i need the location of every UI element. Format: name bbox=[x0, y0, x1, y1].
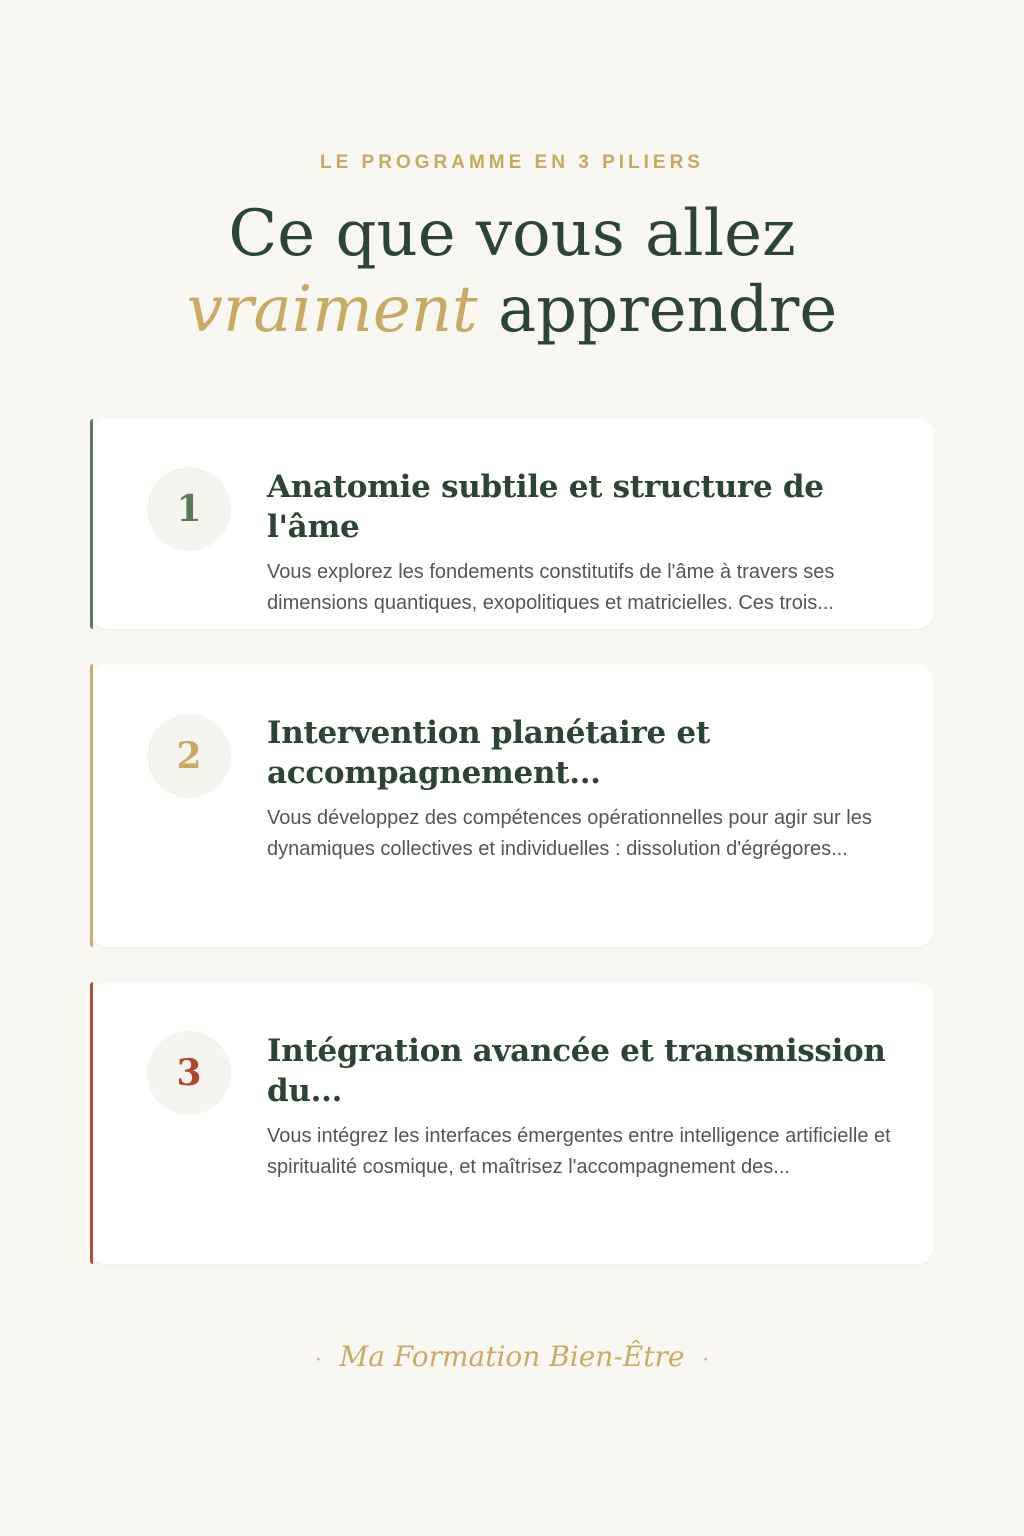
pillar-title: Anatomie subtile et structure de l'âme bbox=[267, 469, 824, 545]
brand-name: Ma Formation Bien-Être bbox=[339, 1340, 685, 1373]
pillar-content bbox=[267, 713, 894, 865]
pillar-description: Vous développez des compétences opérationnelles pour agir sur les dynamiques collectives et individuelles : dissolution d'égrégores... bbox=[267, 807, 872, 860]
headline-line-1: Ce que vous allez bbox=[228, 197, 796, 271]
pillar-content bbox=[267, 1031, 894, 1183]
headline-accent: vraiment bbox=[186, 273, 478, 347]
pillar-content bbox=[267, 467, 894, 619]
separator-dot-right: · bbox=[702, 1346, 709, 1371]
headline-line-2: apprendre bbox=[498, 273, 838, 347]
pillar-number-badge: 1 bbox=[147, 467, 231, 551]
pillar-card-1 bbox=[90, 419, 934, 629]
pillar-description: Vous explorez les fondements constitutifs de l'âme à travers ses dimensions quantiques, exopolitiques et matricielles. Ces trois... bbox=[267, 561, 835, 614]
pillar-number-badge: 2 bbox=[147, 714, 231, 798]
section-eyebrow: LE PROGRAMME EN 3 PILIERS bbox=[320, 152, 704, 173]
pillar-title: Intégration avancée et transmission du... bbox=[267, 1033, 886, 1109]
section-headline bbox=[0, 196, 1024, 348]
pillar-number-badge: 3 bbox=[147, 1031, 231, 1115]
pillar-card-2 bbox=[90, 664, 934, 947]
brand-signature bbox=[0, 1340, 1024, 1373]
separator-dot-left: · bbox=[315, 1346, 322, 1371]
pillar-card-3 bbox=[90, 982, 934, 1264]
pillar-description: Vous intégrez les interfaces émergentes entre intelligence artificielle et spiritualité cosmique, et maîtrisez l'accompagnement des... bbox=[267, 1125, 891, 1178]
pillar-title: Intervention planétaire et accompagnement... bbox=[267, 715, 710, 791]
